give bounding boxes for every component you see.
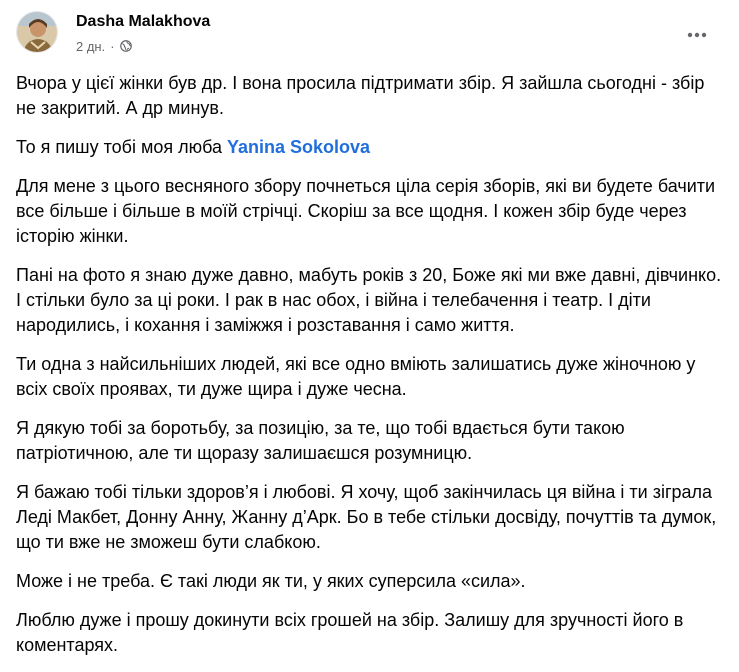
paragraph: Я дякую тобі за боротьбу, за позицію, за те, що тобі вдається бути такою патріотичною, але ти щоразу залишаєшся розумницю. [16,418,625,463]
paragraph: Пані на фото я знаю дуже давно, мабуть років з 20, Боже які ми вже давні, дівчинко. І стільки було за ці роки. І рак в нас обох, і війна і телебачення і театр. І діти народились, і кохання і заміжжя і розставання і само життя. [16,265,722,335]
post-text [16,71,722,672]
paragraph-with-mention [16,135,722,160]
globe-icon[interactable] [120,40,132,52]
post-meta [76,38,132,54]
meta-separator: · [110,38,115,54]
paragraph: Ти одна з найсильніших людей, які все одно вміють залишатись дуже жіночною у всіх своїх проявах, ти дуже щира і дуже чесна. [16,354,696,399]
more-options-button[interactable] [679,17,715,53]
paragraph-prefix: То я пишу тобі моя люба [16,137,227,157]
author-name[interactable]: Dasha Malakhova [76,13,211,30]
post-timestamp[interactable]: 2 дн. [76,38,106,54]
avatar-photo [17,12,58,53]
paragraph: Для мене з цього весняного збору почнеться ціла серія зборів, які ви будете бачити все більше і більше в моїй стрічці. Скоріш за все щодня. І кожен збір буде через історію жінки. [16,176,716,246]
paragraph: Вчора у цієї жінки був др. І вона просила підтримати збір. Я зайшла сьогодні - збір не закритий. А др минув. [16,73,705,118]
paragraph: Може і не треба. Є такі люди як ти, у яких суперсила «сила». [16,571,526,591]
author-avatar[interactable] [16,11,58,53]
post-header [16,11,723,59]
paragraph: Люблю дуже і прошу докинути всіх грошей на збір. Залишу для зручності його в коментарях. [16,610,684,655]
more-options-icon [687,32,707,38]
paragraph: Я бажаю тобі тільки здоров’я і любові. Я хочу, щоб закінчилась ця війна і ти зіграла Леді Макбет, Донну Анну, Жанну д’Арк. Бо в тебе стільки досвіду, почуттів та думок, що ти вже не зможеш бути слабкою. [16,482,717,552]
mention-link[interactable]: Yanina Sokolova [227,137,371,157]
